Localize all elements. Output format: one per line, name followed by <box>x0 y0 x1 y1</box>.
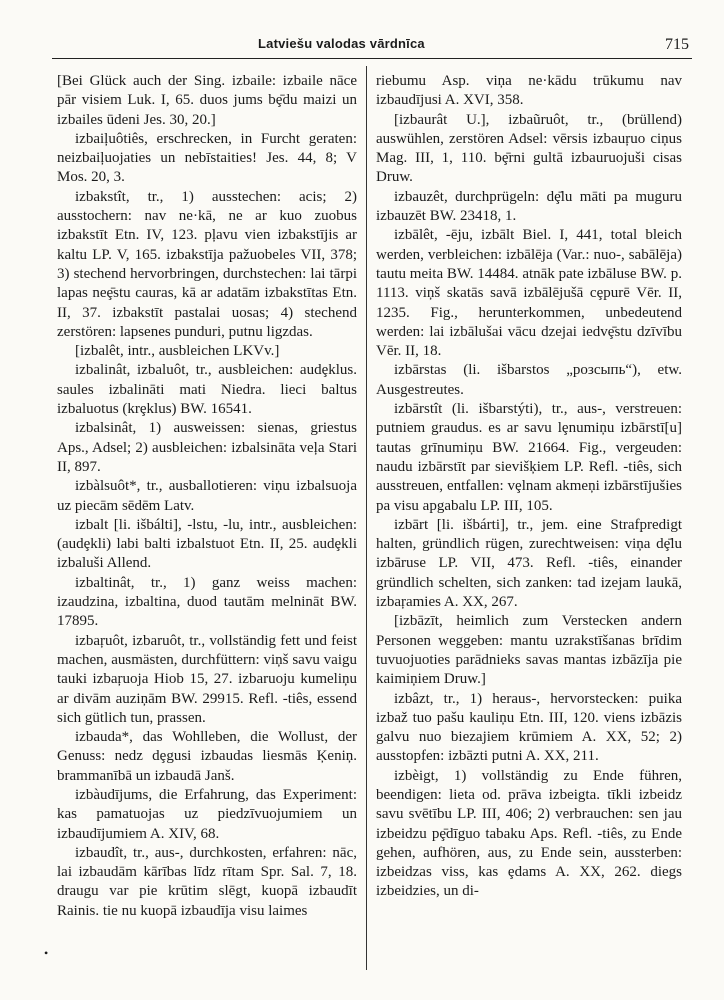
dictionary-entry: izbārt [li. išbárti], tr., jem. eine Strafpredigt halten, gründlich rügen, zurechtweisen: viņa dȩ̄lu izbāruse LP. VII, 473. Refl. -tiês, einander gründlich schelten, sich zanken: tad izejam laukā, izbaŗamies A. XX, 267. <box>376 516 682 611</box>
dictionary-entry: izbakstît, tr., 1) ausstechen: acis; 2) ausstochern: nav ne·kā, ne ar kuo zuobus izbakstīt Etn. IV, 123. pļavu vien izbakstījis ar kaltu LP. V, 165. izbakstīja pažuobeles VII, 378; 3) stechend hervorbringen, durchstechen: lai tārpi lapas neȩ̄stu cauras, kā ar adatām izbakstītas Etn. II, 37. izbakstīt pastalai uosas; 4) stechend zerstören: lapsenes punduri, putnu ligzdas. <box>57 188 357 340</box>
dictionary-entry: izbauda*, das Wohlleben, die Wollust, der Genuss: nedz dȩgusi izbaudas liesmās Ķeniņ. brammanībā un izbaudā Janš. <box>57 729 357 784</box>
dictionary-entry: izbâzt, tr., 1) heraus-, hervorstecken: puika izbaž tuo pašu kauliņu Etn. III, 120. viens izbāzis galvu nuo biezajiem krūmiem A. XX, 52; 2) ausstopfen: izbāzti putni A. XX, 211. <box>376 690 682 765</box>
dictionary-entry: izbaltinât, tr., 1) ganz weiss machen: izaudzina, izbaltina, duod tautām melnināt BW. 17895. <box>57 574 357 630</box>
dictionary-entry: izbārstas (li. išbarstos „розсыпь“), etw. Ausgestreutes. <box>376 362 682 398</box>
dictionary-entry: izbàudījums, die Erfahrung, das Experiment: kas pamatuojas uz piedzīvuojumiem un izbaudījumiem A. XIV, 68. <box>57 786 357 842</box>
dictionary-entry: izbalinât, izbaluôt, tr., ausbleichen: audȩklus. saules izbalināti mati Niedra. lieci baltus izbaluotus (krȩklus) BW. 16541. <box>57 362 357 418</box>
page-number: 715 <box>665 36 689 53</box>
dictionary-entry: izbaŗuôt, izbaruôt, tr., vollständig fett und feist machen, ausmästen, durchfüttern: viņš savu vaigu tauki izbaŗuoja Hiob 15, 27. izbaruoju kumeliņu ar divām auziņām BW. 29915. Refl. -tiês, essend sich gütlich tun, prassen. <box>57 632 357 726</box>
margin-mark: • <box>44 946 49 960</box>
right-column <box>376 72 682 902</box>
dictionary-entry: izbàlsuôt*, tr., ausballotieren: viņu izbalsuoja uz piecām sēdēm Latv. <box>57 478 357 514</box>
dictionary-entry: izbauzêt, durchprügeln: dȩ̄lu māti pa muguru izbauzēt BW. 23418, 1. <box>376 188 682 225</box>
dictionary-entry: [izbalêt, intr., ausbleichen LKVv.] <box>75 343 280 360</box>
dictionary-entry: [Bei Glück auch der Sing. izbaile: izbaile nāce pār visiem Luk. I, 65. duos jums bȩ̄du maizi un izbailes ūdeni Jes. 30, 20.] <box>57 73 357 128</box>
dictionary-entry: [izbaurât U.], izbaũruôt, tr., (brüllend) auswühlen, zerstören Adsel: vērsis izbauŗuo ciņus Mag. III, 1, 110. bȩ̄rni gultā izbauruojuši cisas Druw. <box>376 111 682 186</box>
dictionary-entry: izbaudît, tr., aus-, durchkosten, erfahren: nāc, lai izbaudām kārības līdz rītam Spr. Sal. 7, 18. draugu var pie krūtim slēgt, kuopā izbaudīt Rainis. tie nu kuopā izbaudīja visu laimes <box>57 844 357 919</box>
running-title: Latviešu valodas vārdnīca <box>258 36 425 51</box>
dictionary-entry: izbalt [li. išbálti], -lstu, -lu, intr., ausbleichen: (audȩkli) labi balti izbalstuot Etn. II, 25. audȩkli izbaluši Allend. <box>57 516 357 572</box>
left-column <box>57 72 357 921</box>
dictionary-entry: [izbāzīt, heimlich zum Verstecken andern Personen weggeben: mantu uzrakstīšanas brīdim tuvuojuoties parādnieks savas mantas izbāzīja pie kaimiņiem Druw.] <box>376 613 682 688</box>
dictionary-entry: izbalsinât, 1) ausweissen: sienas, griestus Aps., Adsel; 2) ausbleichen: izbalsināta veļa Stari II, 897. <box>57 420 357 475</box>
dictionary-entry: izbaiļuôtiês, erschrecken, in Furcht geraten: neizbaiļuojaties un nebīstaities! Jes. 44, 8; V Mos. 20, 3. <box>57 130 357 186</box>
header-rule <box>52 58 692 59</box>
dictionary-entry: izbèigt, 1) vollständig zu Ende führen, beendigen: lieta od. prāva izbeigta. tīkli izbeidz savu svētību LP. III, 406; 2) verbrauchen: sen jau izbeidzu pȩ̄dīguo tabaku Aps. Refl. -tiês, zu Ende gehen, aufhören, aus, zu Ende sein, aussterben: izbeidzas viss, kas ȩdams A. XX, 262. diegs izbeidzies, un di- <box>376 767 682 900</box>
dictionary-entry: izbālêt, -ēju, izbālt Biel. I, 441, total bleich werden, verbleichen: izbālēja (Var.: nuo-, sabālēja) tautu meita BW. 14484. atnāk pate izbāluse BW. p. 1113. viņš skatās savā izbālējušā cȩpurē Vēr. II, 1235. Fig., herunterkommen, unbedeutend werden: lai izbālušai vācu dzejai iedvȩ̄stu dzīvību Vēr. II, 18. <box>376 227 682 360</box>
dictionary-entry: izbārstît (li. išbarstýti), tr., aus-, verstreuen: putniem graudus. es ar savu lȩnumiņu izbārstī[u] tautas grīnumiņu BW. 21664. Fig., vergeuden: naudu izbārstīt par sievišķiem LP. Refl. -tiês, sich ausstreuen, entfallen: vȩlnam akmeņi izbārstījušies pa visu apgabalu LP. III, 105. <box>376 401 682 514</box>
column-divider <box>366 66 367 970</box>
dictionary-entry: riebumu Asp. viņa ne·kādu trūkumu nav izbaudījusi A. XVI, 358. <box>376 73 682 109</box>
